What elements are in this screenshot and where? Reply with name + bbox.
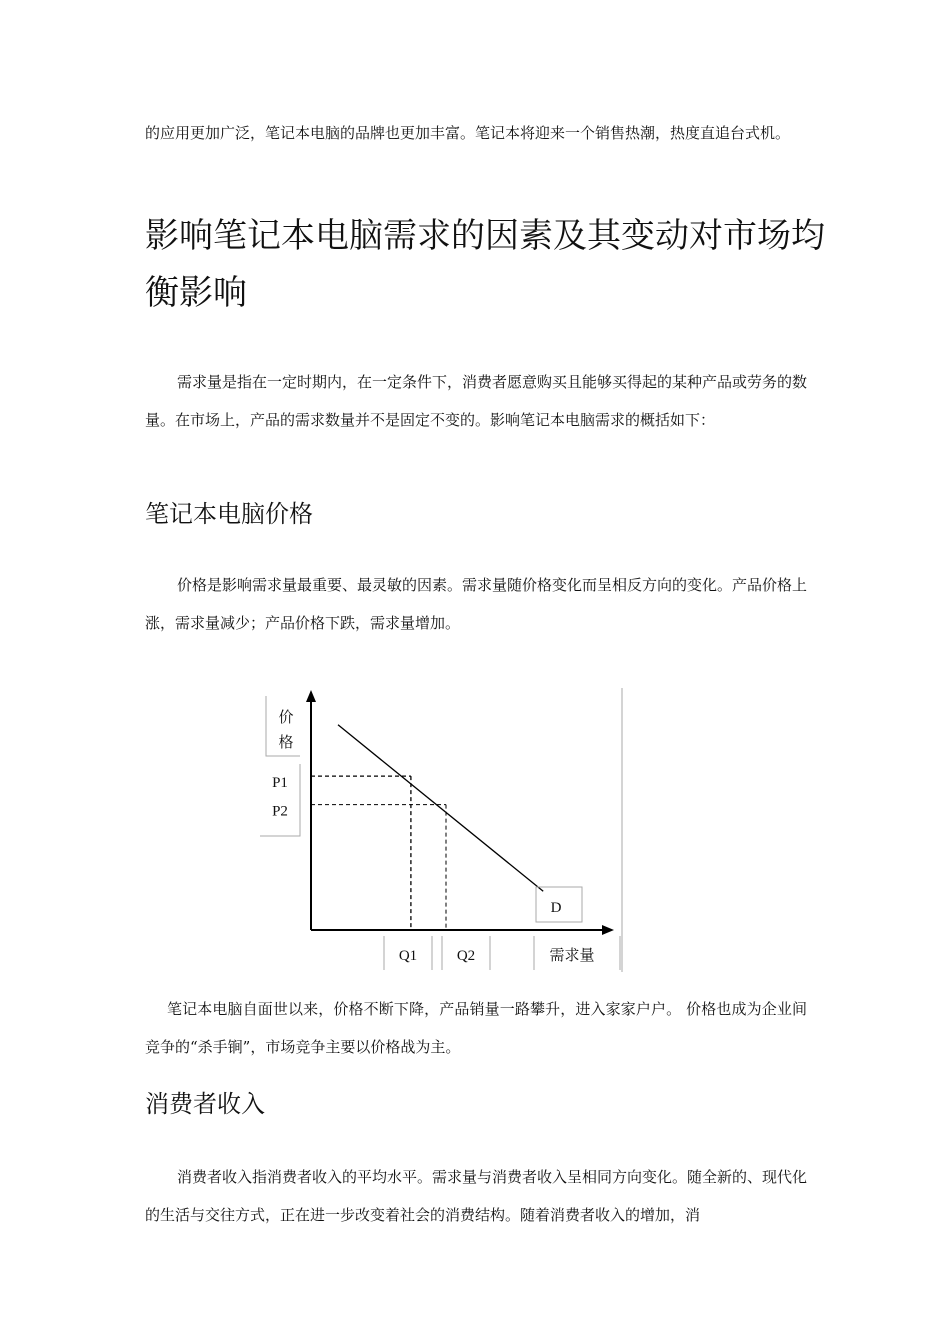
heading-price: 笔记本电脑价格 — [145, 500, 313, 528]
paragraph-income: 消费者收入指消费者收入的平均水平。需求量与消费者收入呈相同方向变化。随全新的、现代化的生活与交往方式，正在进一步改变着社会的消费结构。随着消费者收入的增加，消 — [145, 1168, 808, 1224]
heading-main: 影响笔记本电脑需求的因素及其变动对市场均衡影响 — [145, 216, 825, 313]
paragraph-demand: 需求量是指在一定时期内，在一定条件下，消费者愿意购买且能够买得起的某种产品或劳务的数量。在市场上，产品的需求数量并不是固定不变的。影响笔记本电脑需求的概括如下： — [145, 373, 808, 429]
heading-income: 消费者收入 — [145, 1090, 265, 1118]
demand-curve-chart — [258, 686, 628, 976]
tick-label-q2: Q2 — [456, 948, 476, 964]
tick-label-p1: P1 — [272, 775, 288, 792]
tick-label-q1: Q1 — [398, 948, 418, 964]
y-axis-label-char-1: 价 — [278, 710, 294, 726]
x-axis-arrow — [602, 925, 614, 935]
y-axis-label-char-2: 格 — [278, 735, 294, 751]
paragraph-price: 价格是影响需求量最重要、最灵敏的因素。需求量随价格变化而呈相反方向的变化。产品价格上涨，需求量减少；产品价格下跌，需求量增加。 — [145, 576, 808, 632]
tick-label-p2: P2 — [272, 803, 288, 820]
y-axis-arrow — [306, 690, 316, 702]
paragraph-intro: 的应用更加广泛，笔记本电脑的品牌也更加丰富。笔记本将迎来一个销售热潮，热度直追台式机。 — [145, 124, 791, 142]
curve-label-d: D — [550, 900, 562, 916]
paragraph-price-history: 笔记本电脑自面世以来，价格不断下降，产品销量一路攀升，进入家家户户。 价格也成为企业间竞争的“杀手锏”，市场竞争主要以价格战为主。 — [145, 1000, 807, 1056]
demand-curve-line — [338, 725, 543, 891]
x-axis-label: 需求量 — [549, 948, 595, 964]
